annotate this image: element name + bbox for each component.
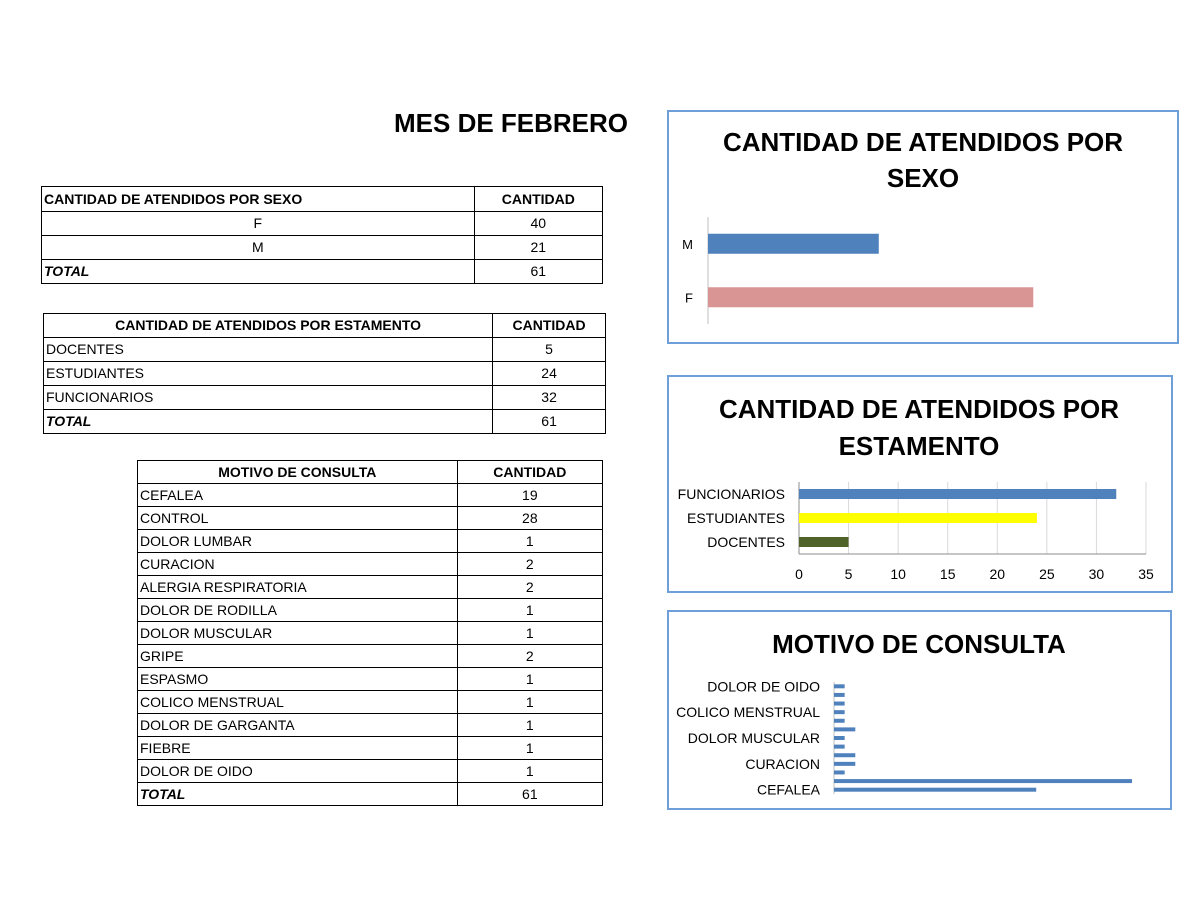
value-cell: 2 xyxy=(457,645,602,668)
table-row xyxy=(44,338,606,362)
value-cell: 19 xyxy=(457,484,602,507)
header-cell: MOTIVO DE CONSULTA xyxy=(138,461,458,484)
page-title: MES DE FEBRERO xyxy=(394,108,629,138)
bar-alergia-respiratoria xyxy=(834,753,855,757)
category-label: ESTUDIANTES xyxy=(686,510,785,526)
category-cell: FIEBRE xyxy=(138,737,458,760)
bar-f xyxy=(708,287,1033,307)
category-cell: ESTUDIANTES xyxy=(44,362,493,386)
table-row xyxy=(42,212,603,236)
x-tick-label: 15 xyxy=(939,566,956,582)
sexo-table xyxy=(41,186,603,284)
category-label: DOLOR MUSCULAR xyxy=(687,730,820,746)
total-value: 61 xyxy=(493,410,606,434)
total-value: 61 xyxy=(474,260,602,284)
x-tick-label: 5 xyxy=(844,566,853,582)
header-cell: CANTIDAD DE ATENDIDOS POR SEXO xyxy=(42,187,475,212)
category-cell: DOLOR DE RODILLA xyxy=(138,599,458,622)
category-label: DOCENTES xyxy=(707,534,785,550)
bar-colico-menstrual xyxy=(834,710,845,714)
bar-dolor-de-garganta xyxy=(834,702,845,706)
category-cell: DOLOR DE OIDO xyxy=(138,760,458,783)
chart-motivo-svg xyxy=(669,612,1170,808)
bar-cefalea xyxy=(834,788,1036,792)
value-cell: 1 xyxy=(457,737,602,760)
table-row xyxy=(138,760,603,783)
chart-estamento xyxy=(667,375,1173,593)
motivo-table xyxy=(137,460,603,806)
bar-dolor-lumbar xyxy=(834,770,845,774)
value-cell: 32 xyxy=(493,386,606,410)
value-cell: 28 xyxy=(457,507,602,530)
chart-title: CANTIDAD DE ATENDIDOS POR xyxy=(718,394,1120,424)
category-cell: COLICO MENSTRUAL xyxy=(138,691,458,714)
bar-gripe xyxy=(834,727,855,731)
x-tick-label: 0 xyxy=(795,566,803,582)
total-label: TOTAL xyxy=(42,260,475,284)
total-value: 61 xyxy=(457,783,602,806)
table-row xyxy=(138,714,603,737)
x-tick-label: 35 xyxy=(1138,566,1154,582)
header-cell: CANTIDAD xyxy=(474,187,602,212)
table-row xyxy=(138,484,603,507)
value-cell: 24 xyxy=(493,362,606,386)
header-cell: CANTIDAD xyxy=(493,314,606,338)
category-cell: CONTROL xyxy=(138,507,458,530)
category-cell: M xyxy=(42,236,475,260)
bar-dolor-de-rodilla xyxy=(834,745,845,749)
value-cell: 2 xyxy=(457,553,602,576)
table-row xyxy=(44,362,606,386)
category-cell: ESPASMO xyxy=(138,668,458,691)
total-row xyxy=(138,783,603,806)
category-label: FUNCIONARIOS xyxy=(677,486,785,502)
table-row xyxy=(138,645,603,668)
bar-funcionarios xyxy=(799,489,1116,499)
category-label: COLICO MENSTRUAL xyxy=(676,704,820,721)
category-label: F xyxy=(685,290,693,306)
bar-curacion xyxy=(834,762,855,766)
chart-motivo xyxy=(667,610,1172,810)
category-cell: ALERGIA RESPIRATORIA xyxy=(138,576,458,599)
table-row xyxy=(42,236,603,260)
table-header-row xyxy=(138,461,603,484)
bar-fiebre xyxy=(834,693,845,697)
bar-control xyxy=(834,779,1132,783)
category-cell: DOCENTES xyxy=(44,338,493,362)
table-row xyxy=(138,576,603,599)
category-cell: DOLOR LUMBAR xyxy=(138,530,458,553)
category-cell: GRIPE xyxy=(138,645,458,668)
value-cell: 1 xyxy=(457,714,602,737)
x-tick-label: 25 xyxy=(1039,566,1055,582)
chart-title: ESTAMENTO xyxy=(838,431,1000,461)
table-row xyxy=(138,668,603,691)
value-cell: 40 xyxy=(474,212,602,236)
table-row xyxy=(138,622,603,645)
value-cell: 1 xyxy=(457,599,602,622)
estamento-table xyxy=(43,313,606,434)
x-tick-label: 30 xyxy=(1088,566,1105,582)
value-cell: 1 xyxy=(457,530,602,553)
bar-espasmo xyxy=(834,719,845,723)
table-header-row xyxy=(42,187,603,212)
value-cell: 5 xyxy=(493,338,606,362)
category-cell: DOLOR DE GARGANTA xyxy=(138,714,458,737)
value-cell: 2 xyxy=(457,576,602,599)
bar-m xyxy=(708,234,879,254)
table-row xyxy=(138,737,603,760)
category-label: M xyxy=(682,236,693,252)
bar-docentes xyxy=(799,537,849,547)
bar-estudiantes xyxy=(799,513,1037,523)
total-row xyxy=(44,410,606,434)
chart-sexo-svg xyxy=(669,112,1177,342)
table-row xyxy=(138,553,603,576)
category-cell: CEFALEA xyxy=(138,484,458,507)
category-cell: DOLOR MUSCULAR xyxy=(138,622,458,645)
table-row xyxy=(44,386,606,410)
category-cell: F xyxy=(42,212,475,236)
x-tick-label: 10 xyxy=(890,566,906,582)
x-tick-label: 20 xyxy=(989,566,1006,582)
category-label: DOLOR DE OIDO xyxy=(707,678,820,695)
total-row xyxy=(42,260,603,284)
value-cell: 1 xyxy=(457,668,602,691)
chart-title: CANTIDAD DE ATENDIDOS POR xyxy=(722,127,1124,157)
total-label: TOTAL xyxy=(44,410,493,434)
chart-sexo xyxy=(667,110,1179,344)
category-label: CEFALEA xyxy=(756,781,820,798)
chart-title: MOTIVO DE CONSULTA xyxy=(772,629,1066,659)
table-row xyxy=(138,599,603,622)
table-row xyxy=(138,507,603,530)
value-cell: 21 xyxy=(474,236,602,260)
total-label: TOTAL xyxy=(138,783,458,806)
table-row xyxy=(138,691,603,714)
value-cell: 1 xyxy=(457,622,602,645)
header-cell: CANTIDAD xyxy=(457,461,602,484)
chart-title: SEXO xyxy=(886,163,960,193)
table-header-row xyxy=(44,314,606,338)
category-cell: CURACION xyxy=(138,553,458,576)
value-cell: 1 xyxy=(457,691,602,714)
table-row xyxy=(138,530,603,553)
category-cell: FUNCIONARIOS xyxy=(44,386,493,410)
bar-dolor-muscular xyxy=(834,736,845,740)
header-cell: CANTIDAD DE ATENDIDOS POR ESTAMENTO xyxy=(44,314,493,338)
category-label: CURACION xyxy=(745,755,820,772)
bar-dolor-de-oido xyxy=(834,684,845,688)
chart-estamento-svg xyxy=(669,377,1171,591)
value-cell: 1 xyxy=(457,760,602,783)
